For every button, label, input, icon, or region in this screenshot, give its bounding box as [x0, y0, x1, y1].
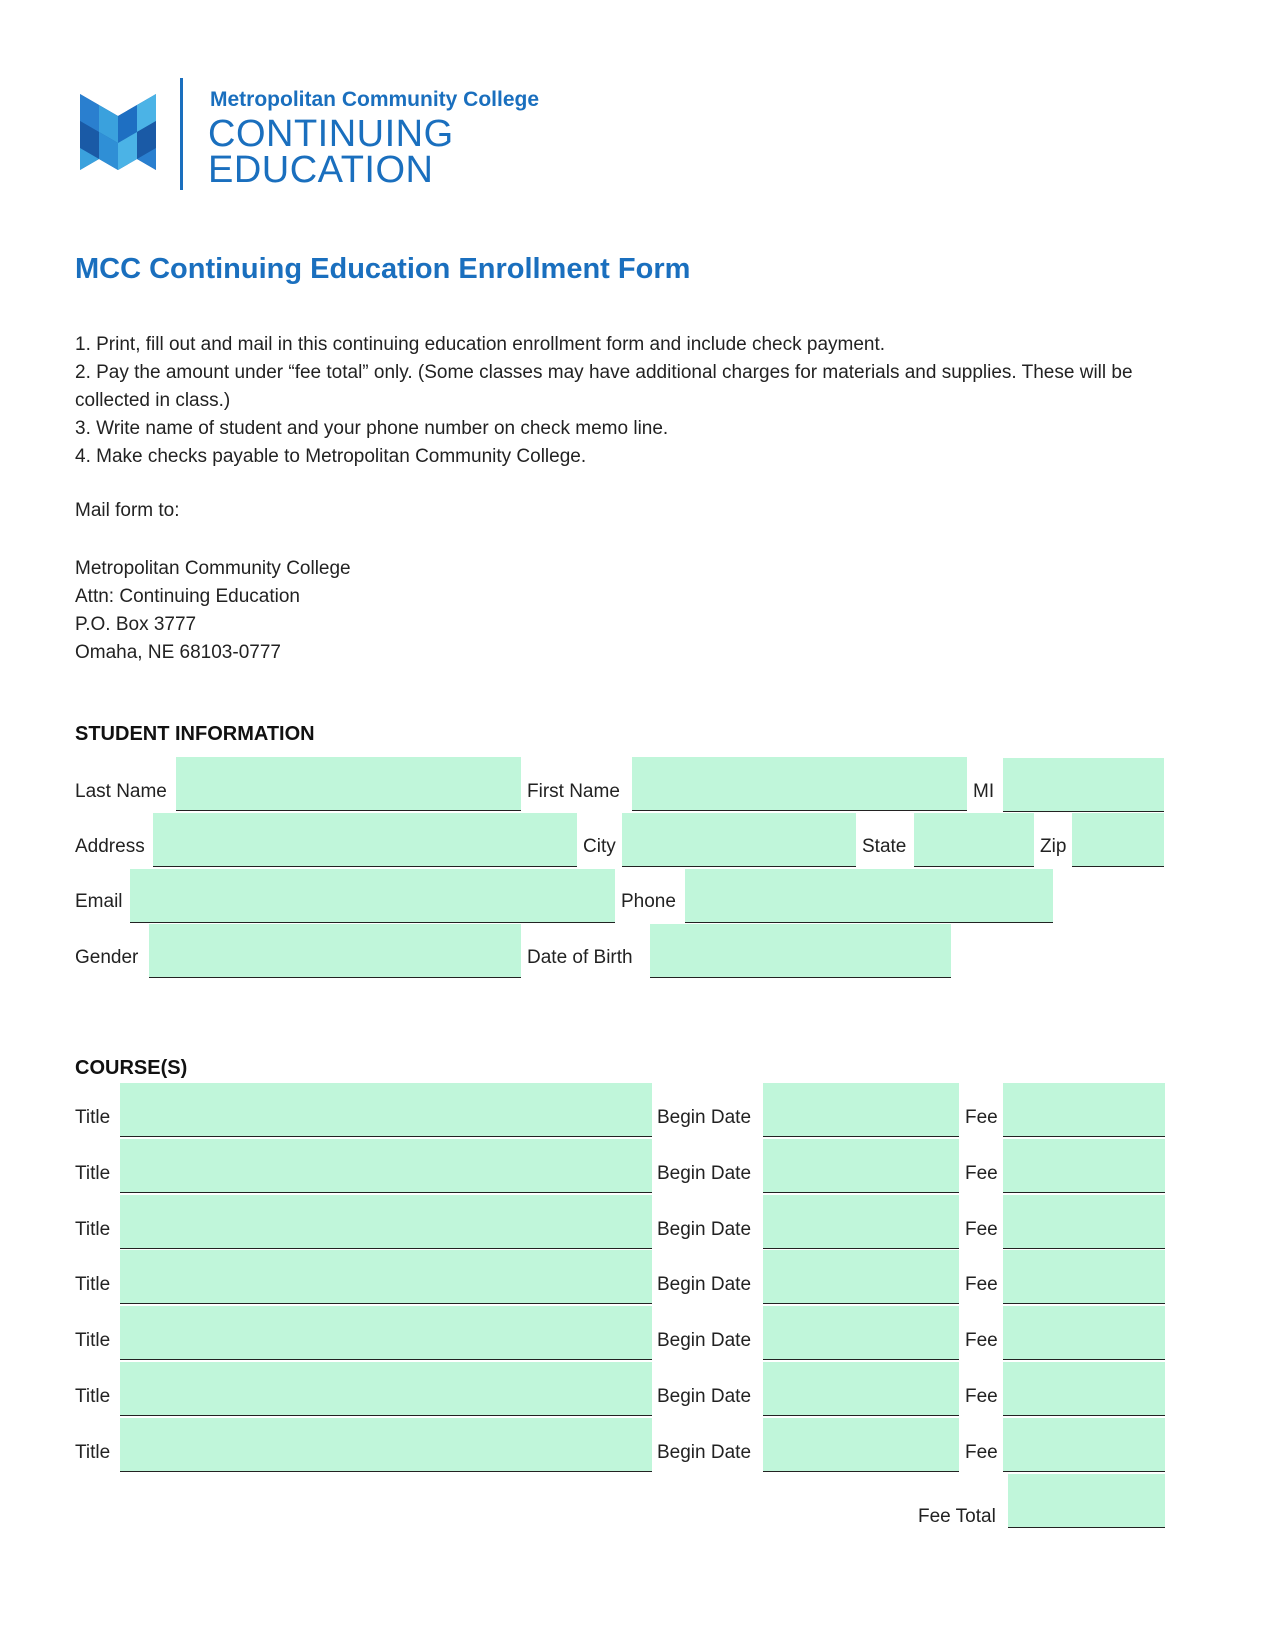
phone-label: Phone [621, 891, 676, 912]
fee-total-field[interactable] [1008, 1474, 1165, 1528]
instructions [75, 331, 1205, 471]
course-title-field[interactable] [120, 1418, 652, 1472]
city-field[interactable] [622, 813, 856, 867]
dob-field[interactable] [650, 924, 951, 978]
mailing-address [75, 555, 351, 667]
course-title-field[interactable] [120, 1083, 652, 1137]
last-name-label: Last Name [75, 781, 167, 802]
course-title-field[interactable] [120, 1362, 652, 1416]
address-line: P.O. Box 3777 [75, 614, 197, 635]
courses-heading: COURSE(S) [75, 1057, 188, 1079]
logo-divider [180, 78, 183, 190]
first-name-field[interactable] [632, 757, 967, 811]
course-fee-field[interactable] [1003, 1306, 1165, 1360]
address-line: Metropolitan Community College [75, 558, 351, 579]
instruction-4: 4. Make checks payable to Metropolitan Community College. [75, 446, 587, 467]
course-begin-date-field[interactable] [763, 1418, 959, 1472]
address-field[interactable] [153, 813, 577, 867]
email-field[interactable] [130, 869, 615, 923]
course-title-label: Title [75, 1442, 111, 1463]
course-begin-date-field[interactable] [763, 1195, 959, 1249]
mi-field[interactable] [1003, 758, 1164, 812]
course-title-label: Title [75, 1107, 111, 1128]
zip-label: Zip [1040, 836, 1067, 857]
course-begin-date-label: Begin Date [657, 1386, 752, 1407]
course-title-label: Title [75, 1219, 111, 1240]
course-fee-label: Fee [965, 1107, 998, 1128]
course-begin-date-field[interactable] [763, 1250, 959, 1304]
course-fee-label: Fee [965, 1330, 998, 1351]
student-info-heading: STUDENT INFORMATION [75, 723, 315, 745]
course-begin-date-label: Begin Date [657, 1107, 752, 1128]
city-label: City [583, 836, 616, 857]
zip-field[interactable] [1072, 813, 1164, 867]
course-begin-date-label: Begin Date [657, 1163, 752, 1184]
mail-label: Mail form to: [75, 500, 180, 521]
mcc-logo-mark-icon [80, 94, 156, 170]
course-begin-date-field[interactable] [763, 1083, 959, 1137]
course-title-label: Title [75, 1163, 111, 1184]
course-title-field[interactable] [120, 1306, 652, 1360]
course-fee-label: Fee [965, 1386, 998, 1407]
course-begin-date-field[interactable] [763, 1139, 959, 1193]
course-fee-field[interactable] [1003, 1195, 1165, 1249]
course-fee-label: Fee [965, 1219, 998, 1240]
gender-label: Gender [75, 947, 139, 968]
course-begin-date-label: Begin Date [657, 1274, 752, 1295]
course-title-label: Title [75, 1386, 111, 1407]
course-fee-label: Fee [965, 1163, 998, 1184]
state-field[interactable] [914, 813, 1034, 867]
state-label: State [862, 836, 907, 857]
course-begin-date-field[interactable] [763, 1306, 959, 1360]
course-begin-date-label: Begin Date [657, 1219, 752, 1240]
mi-label: MI [973, 781, 995, 802]
course-title-label: Title [75, 1330, 111, 1351]
logo-line-continuing: CONTINUING [208, 113, 454, 155]
instruction-1: 1. Print, fill out and mail in this continuing education enrollment form and include check payment. [75, 334, 886, 355]
instruction-2: 2. Pay the amount under “fee total” only. (Some classes may have additional charges for materials and supplies. These will be collected in class.) [75, 362, 1133, 411]
phone-field[interactable] [685, 869, 1053, 923]
email-label: Email [75, 891, 123, 912]
course-fee-field[interactable] [1003, 1362, 1165, 1416]
logo-college-name: Metropolitan Community College [210, 88, 540, 111]
course-begin-date-field[interactable] [763, 1362, 959, 1416]
fee-total-label: Fee Total [918, 1506, 996, 1527]
course-fee-field[interactable] [1003, 1139, 1165, 1193]
gender-field[interactable] [149, 924, 521, 978]
course-title-field[interactable] [120, 1139, 652, 1193]
course-begin-date-label: Begin Date [657, 1442, 752, 1463]
course-title-label: Title [75, 1274, 111, 1295]
dob-label: Date of Birth [527, 947, 633, 968]
course-fee-field[interactable] [1003, 1250, 1165, 1304]
course-fee-label: Fee [965, 1442, 998, 1463]
address-line: Omaha, NE 68103-0777 [75, 642, 281, 663]
course-begin-date-label: Begin Date [657, 1330, 752, 1351]
college-logo [80, 78, 540, 190]
instruction-3: 3. Write name of student and your phone number on check memo line. [75, 418, 669, 439]
first-name-label: First Name [527, 781, 620, 802]
address-label: Address [75, 836, 145, 857]
page-title: MCC Continuing Education Enrollment Form [75, 253, 691, 285]
address-line: Attn: Continuing Education [75, 586, 300, 607]
course-title-field[interactable] [120, 1195, 652, 1249]
logo-line-education: EDUCATION [208, 149, 434, 191]
course-fee-field[interactable] [1003, 1083, 1165, 1137]
last-name-field[interactable] [176, 757, 521, 811]
course-title-field[interactable] [120, 1250, 652, 1304]
course-fee-label: Fee [965, 1274, 998, 1295]
course-fee-field[interactable] [1003, 1418, 1165, 1472]
